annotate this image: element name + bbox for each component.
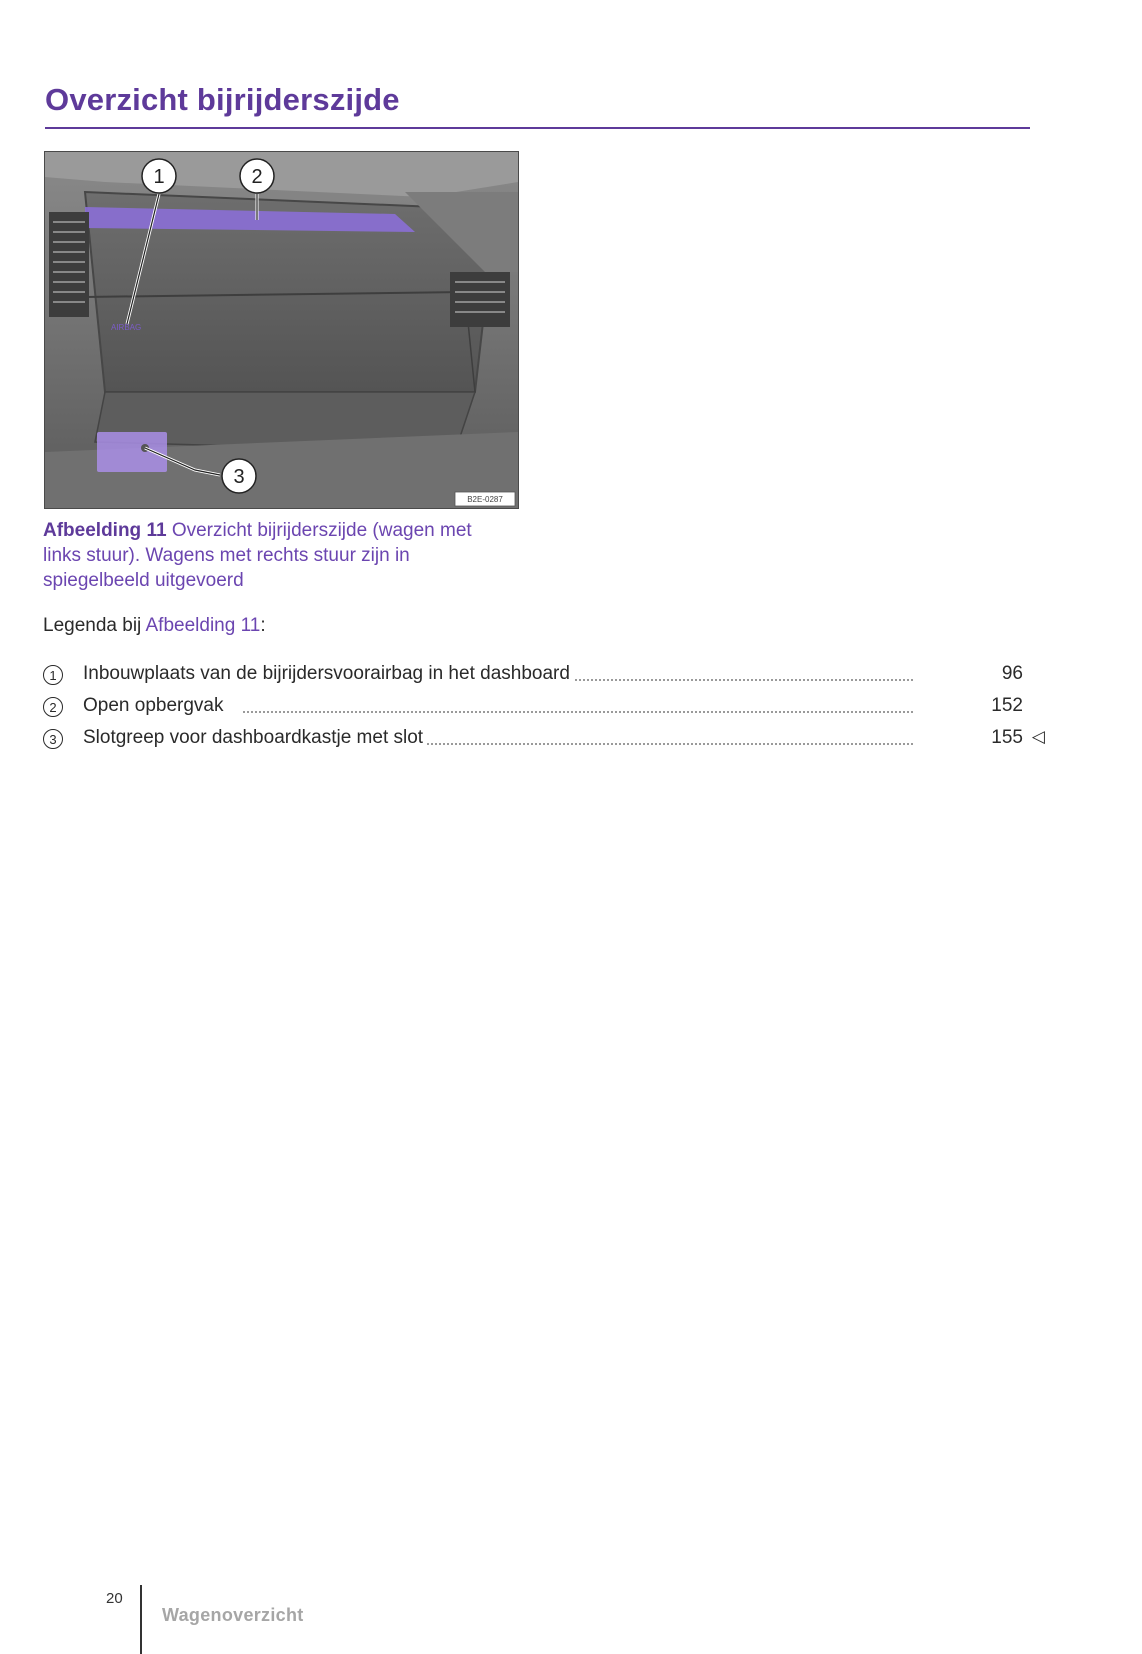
- right-air-vent: [450, 272, 510, 327]
- page-reference[interactable]: 152: [991, 695, 1023, 716]
- figure-code: B2E-0287: [467, 495, 503, 504]
- dot-leader: [243, 711, 913, 713]
- legend-intro-colon: :: [260, 615, 266, 636]
- caption-label: Afbeelding 11: [43, 520, 167, 541]
- legend-intro-text: Legenda bij: [43, 615, 142, 636]
- figure-caption: [43, 518, 513, 593]
- legend-text: Inbouwplaats van de bijrijdersvoorairbag in het dashboard: [83, 663, 574, 685]
- page-reference[interactable]: 96: [1001, 663, 1023, 684]
- legend-item: [43, 661, 1063, 693]
- svg-text:3: 3: [233, 466, 245, 488]
- callout-3: [222, 459, 256, 493]
- dashboard-figure: [44, 151, 519, 509]
- legend-text: Open opbergvak: [83, 695, 228, 717]
- legend-text: Slotgreep voor dashboardkastje met slot: [83, 727, 427, 749]
- page-number: 20: [106, 1590, 123, 1607]
- callout-2: [240, 159, 274, 193]
- section-name: Wagenoverzicht: [162, 1605, 304, 1625]
- svg-text:2: 2: [251, 166, 263, 188]
- legend-marker: 3: [43, 729, 63, 749]
- page-reference[interactable]: 155: [991, 727, 1023, 748]
- legend-list: [43, 661, 1063, 757]
- footer-divider: [140, 1585, 142, 1654]
- left-air-vent: [49, 212, 89, 317]
- legend-marker: 1: [43, 665, 63, 685]
- legend-marker: 2: [43, 697, 63, 717]
- callout-1: [142, 159, 176, 193]
- legend-item: [43, 725, 1063, 757]
- legend-intro: [43, 615, 266, 637]
- end-of-section-icon: ◁: [1031, 727, 1045, 746]
- legend-item: [43, 693, 1063, 725]
- title-divider: [45, 127, 1030, 129]
- page-title: Overzicht bijrijderszijde: [45, 82, 400, 117]
- caption-text: Overzicht bijrijderszijde (wagen met links stuur). Wagens met rechts stuur zijn in spiegelbeeld uitgevoerd: [43, 520, 472, 591]
- airbag-label: AIRBAG: [111, 323, 142, 332]
- svg-text:1: 1: [153, 166, 165, 188]
- figure-reference-link[interactable]: Afbeelding 11: [145, 615, 261, 636]
